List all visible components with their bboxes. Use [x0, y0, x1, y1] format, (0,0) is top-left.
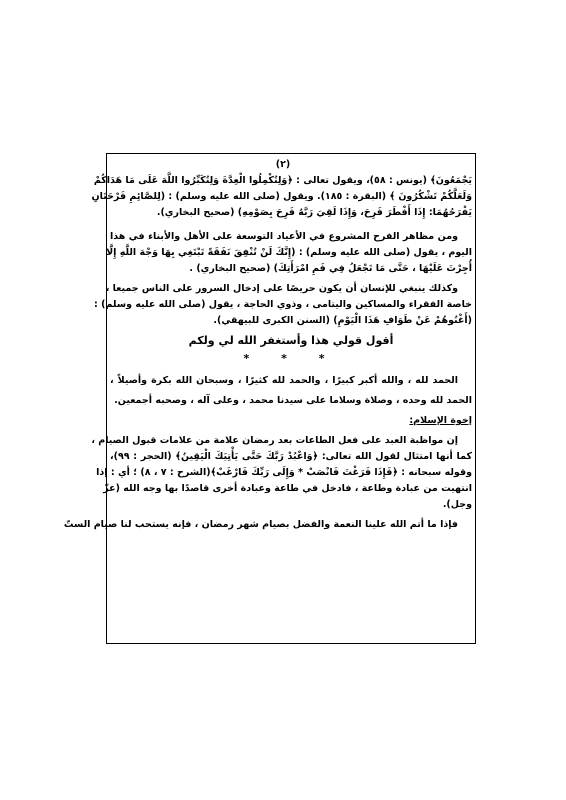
text-line: يَفْرَحُهُمَا: إِذَا أَفْطَرَ فَرِحَ، وَإِذَا لَقِيَ رَبَّهُ فَرِحَ بِصَوْمِهِ) (صحيح البخاري).: [156, 207, 472, 218]
text-line: اليوم ، يقول (صلى الله عليه وسلم) : (إِنَّكَ لَنْ تُنْفِقَ نَفَقَةً تَبْتَغِي بِهَا وَجْهَ اللَّهِ إِلَّا: [106, 247, 472, 258]
separator-stars: * * *: [243, 352, 339, 365]
text-line: إن مواظبة العبد على فعل الطاعات بعد رمضان علامة من علامات قبول الصيام ،: [91, 435, 458, 446]
section-heading: أقول قولي هذا وأستغفر الله لي ولكم: [188, 334, 394, 347]
page-number: (٢): [275, 159, 291, 170]
text-line: وقوله سبحانه : ﴿فَإِذَا فَرَغْتَ فَانْصَبْ * وَإِلَى رَبِّكَ فَارْغَبْ﴾(الشرح : ٧ ، ٨) ؛ أي : إذا: [96, 467, 472, 478]
text-line: أُجِرْتَ عَلَيْهَا ، حَتَّى مَا تَجْعَلُ فِي فَمِ امْرَأَتِكَ) (صحيح البخاري) .: [189, 263, 472, 274]
text-line: كما أنها امتثال لقول الله تعالى: ﴿وَاعْبُدْ رَبَّكَ حَتَّى يَأْتِيَكَ الْيَقِينُ﴾ (الحجر : ٩٩)،: [110, 451, 472, 462]
text-line: وجل).: [442, 499, 472, 510]
text-line: فإذا ما أتم الله علينا النعمة والفضل بصيام شهر رمضان ، فإنه يستحب لنا صيام الستّ: [63, 519, 458, 530]
text-line: يَجْمَعُونَ﴾ (يونس : ٥٨)، ويقول تعالى : ﴿وَلِتُكْمِلُوا الْعِدَّةَ وَلِتُكَبِّرُوا اللَّهَ عَلَى مَا هَدَاكُمْ: [93, 175, 472, 186]
text-line: الحمد لله ، والله أكبر كبيرًا ، والحمد لله كثيرًا ، وسبحان الله بكرة وأصيلاً ،: [110, 375, 458, 386]
text-line: ومن مظاهر الفرح المشروع في الأعياد التوسعة على الأهل والأبناء في هذا: [110, 231, 458, 242]
text-line: خاصة الفقراء والمساكين واليتامى ، وذوي الحاجة ، يقول (صلى الله عليه وسلم) :: [94, 299, 472, 310]
text-line: وَلَعَلَّكُمْ تَشْكُرُونَ ﴾ (البقرة : ١٨٥). ويقول (صلى الله عليه وسلم) : (لِلصَّائِمِ فَرْحَتَانِ: [91, 191, 472, 202]
subheading: إخوة الإسلام:: [409, 415, 472, 426]
text-line: وكذلك ينبغي للإنسان أن يكون حريصًا على إدخال السرور على الناس جميعا ،: [105, 283, 458, 294]
document-body: [63, 173, 472, 533]
text-line: الحمد لله وحده ، وصلاة وسلاما على سيدنا محمد ، وعلى آله ، وصحبه أجمعين.: [114, 395, 472, 406]
text-line: (أَغْنُوهُمْ عَنْ طَوَافِ هَذَا الْيَوْمِ) (السنن الكبرى للبيهقي).: [213, 315, 472, 326]
text-line: انتهيت من عبادة وطاعة ، فادخل في طاعة وعبادة أخرى قاصدًا بها وجه الله (عزّ: [103, 483, 472, 494]
